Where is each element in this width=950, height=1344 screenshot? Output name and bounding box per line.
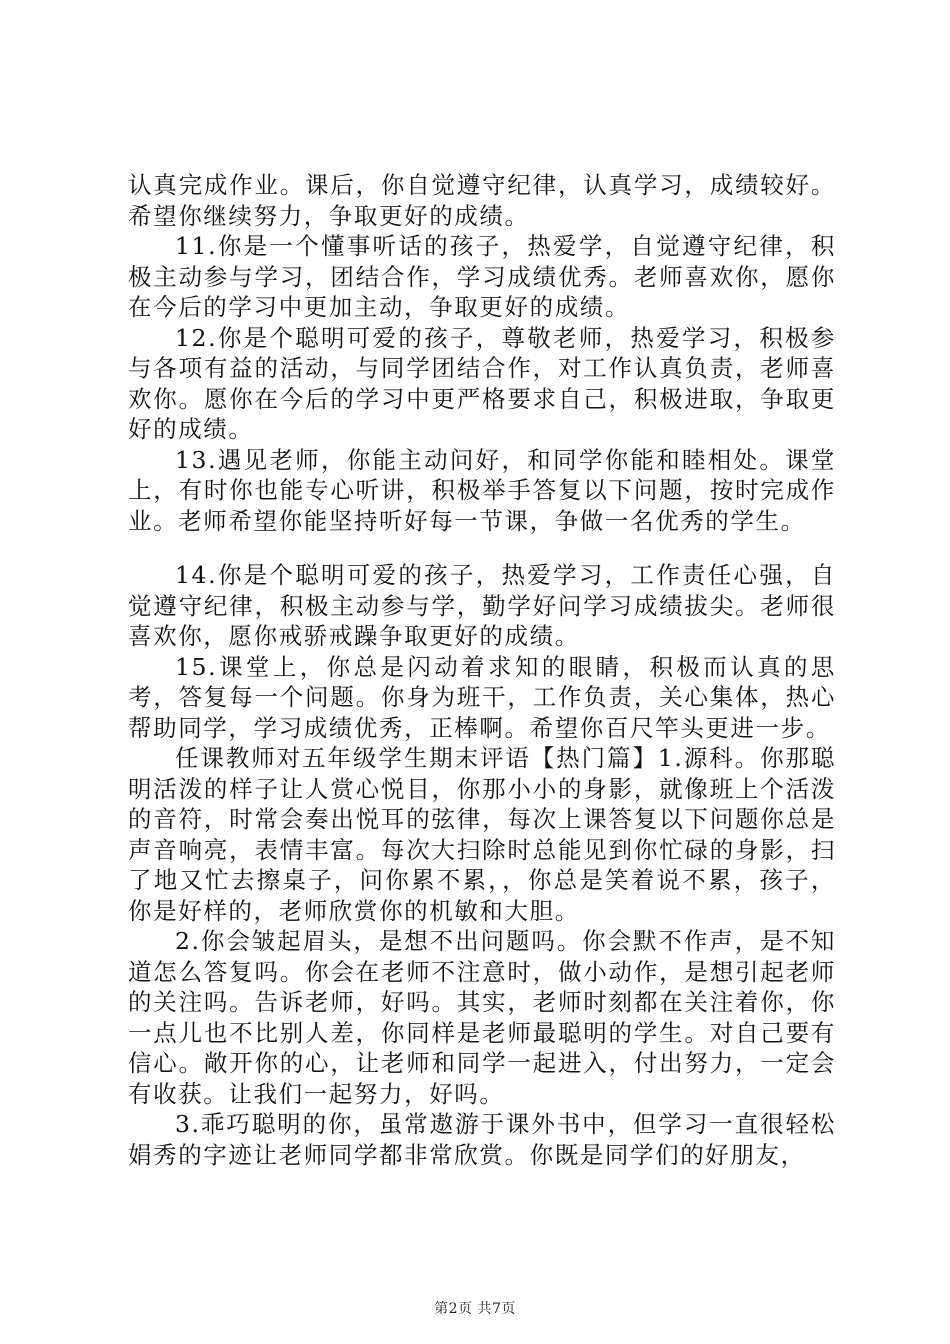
paragraph-comment-3: 3.乖巧聪明的你，虽常遨游于课外书中，但学习一直很轻松娟秀的字迹让老师同学都非常欣赏。你既是同学们的好朋友，: [128, 1110, 836, 1169]
paragraph-comment-12: 12.你是个聪明可爱的孩子，尊敬老师，热爱学习，积极参与各项有益的活动，与同学团结合作，对工作认真负责，老师喜欢你。愿你在今后的学习中更严格要求自己，积极进取，争取更好的成绩。: [128, 323, 836, 443]
paragraph-comment-14: 14.你是个聪明可爱的孩子，热爱学习，工作责任心强，自觉遵守纪律，积极主动参与学，勤学好问学习成绩拔尖。老师很喜欢你，愿你戒骄戒躁争取更好的成绩。: [128, 561, 836, 650]
paragraph-section-heading: 任课教师对五年级学生期末评语【热门篇】1.源科。你那聪明活泼的样子让人赏心悦目，你那小小的身影，就像班上个活泼的音符，时常会奏出悦耳的弦律，每次上课答复以下问题你总是声音响亮，表情丰富。每次大扫除时总能见到你忙碌的身影，扫了地又忙去擦桌子，问你累不累，，你总是笑着说不累，孩子，你是好样的，老师欣赏你的机敏和大胆。: [128, 744, 836, 925]
paragraph-comment-15: 15.课堂上，你总是闪动着求知的眼睛，积极而认真的思考，答复每一个问题。你身为班干，工作负责，关心集体，热心帮助同学，学习成绩优秀，正棒啊。希望你百尺竿头更进一步。: [128, 652, 836, 742]
document-body: [128, 170, 836, 1170]
page-footer: 第2页 共7页: [434, 1301, 516, 1317]
paragraph-comment-2: 2.你会皱起眉头，是想不出问题吗。你会默不作声，是不知道怎么答复吗。你会在老师不注意时，做小动作，是想引起老师的关注吗。告诉老师，好吗。其实，老师时刻都在关注着你，你一点儿也不比别人差，你同样是老师最聪明的学生。对自己要有信心。敞开你的心，让老师和同学一起进入，付出努力，一定会有收获。让我们一起努力，好吗。: [128, 927, 836, 1108]
paragraph-continuation: 认真完成作业。课后，你自觉遵守纪律，认真学习，成绩较好。希望你继续努力，争取更好的成绩。: [128, 171, 836, 230]
paragraph-comment-13: 13.遇见老师，你能主动问好，和同学你能和睦相处。课堂上，有时你也能专心听讲，积极举手答复以下问题，按时完成作业。老师希望你能坚持听好每一节课，争做一名优秀的学生。: [128, 445, 836, 535]
paragraph-comment-11: 11.你是一个懂事听话的孩子，热爱学，自觉遵守纪律，积极主动参与学习，团结合作，学习成绩优秀。老师喜欢你，愿你在今后的学习中更加主动，争取更好的成绩。: [128, 232, 836, 321]
